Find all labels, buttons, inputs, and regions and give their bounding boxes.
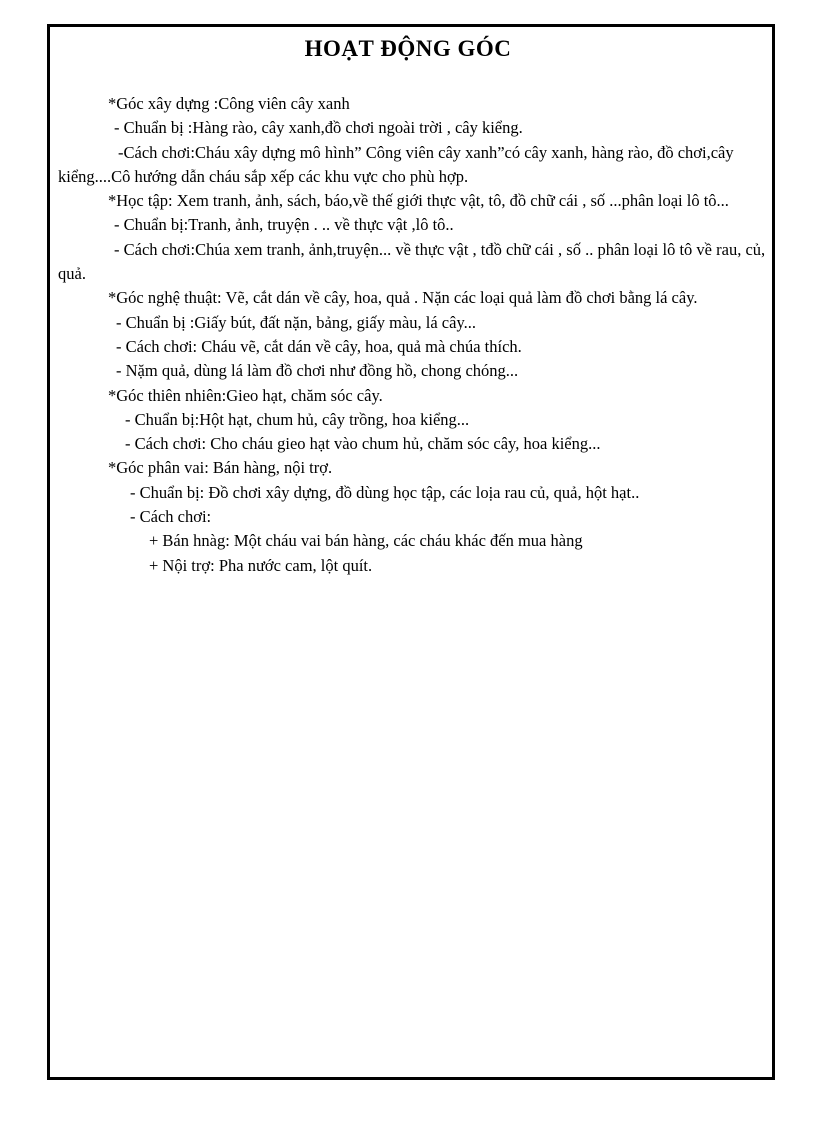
paragraph-line: - Chuẩn bị :Giấy bút, đất nặn, bảng, giấy màu, lá cây...	[116, 312, 477, 332]
paragraph-line: - Cách chơi:Chúa xem tranh, ảnh,truyện... về thực vật , tđồ chữ cái , số .. phân loại lô tô về rau, củ, quả.	[58, 239, 766, 284]
section-heading-nature: *Góc thiên nhiên:Gieo hạt, chăm sóc cây.	[108, 385, 383, 405]
page-title: HOẠT ĐỘNG GÓC	[304, 36, 512, 61]
paragraph-line: - Chuẩn bị:Hột hạt, chum hủ, cây trồng, hoa kiểng...	[125, 409, 470, 429]
paragraph-line: + Nội trợ: Pha nước cam, lột quít.	[149, 555, 373, 575]
section-heading-learning: *Học tập: Xem tranh, ảnh, sách, báo,về thế giới thực vật, tô, đồ chữ cái , số ...phân loại lô tô...	[108, 191, 729, 211]
paragraph-line: - Cách chơi:	[130, 507, 212, 527]
paragraph-line: + Bán hnàg: Một cháu vai bán hàng, các cháu khác đến mua hàng	[149, 531, 583, 551]
paragraph-line: - Chuẩn bị :Hàng rào, cây xanh,đồ chơi ngoài trời , cây kiểng.	[114, 118, 523, 138]
section-heading-art: *Góc nghệ thuật: Vẽ, cắt dán về cây, hoa, quả . Nặn các loại quả làm đồ chơi bằng lá cây.	[108, 288, 698, 308]
paragraph-line: - Cách chơi: Cho cháu gieo hạt vào chum hủ, chăm sóc cây, hoa kiểng...	[125, 434, 601, 454]
document-body	[58, 92, 770, 578]
section-heading-construction: *Góc xây dựng :Công viên cây xanh	[108, 94, 350, 113]
section-heading-roleplay: *Góc phân vai: Bán hàng, nội trợ.	[108, 458, 333, 478]
paragraph-line: - Nặm quả, dùng lá làm đồ chơi như đồng hồ, chong chóng...	[116, 361, 519, 381]
paragraph-line: - Cách chơi: Cháu vẽ, cắt dán về cây, hoa, quả mà chúa thích.	[116, 336, 522, 356]
paragraph-line: -Cách chơi:Cháu xây dựng mô hình” Công viên cây xanh”có cây xanh, hàng rào, đồ chơi,cây kiểng....Cô hướng dẫn cháu sắp xếp các khu vực cho phù hợp.	[58, 142, 734, 186]
paragraph-line: - Chuẩn bị:Tranh, ảnh, truyện . .. về thực vật ,lô tô..	[114, 215, 454, 235]
paragraph-line: - Chuẩn bị: Đồ chơi xây dựng, đồ dùng học tập, các loịa rau củ, quả, hột hạt..	[130, 482, 640, 502]
